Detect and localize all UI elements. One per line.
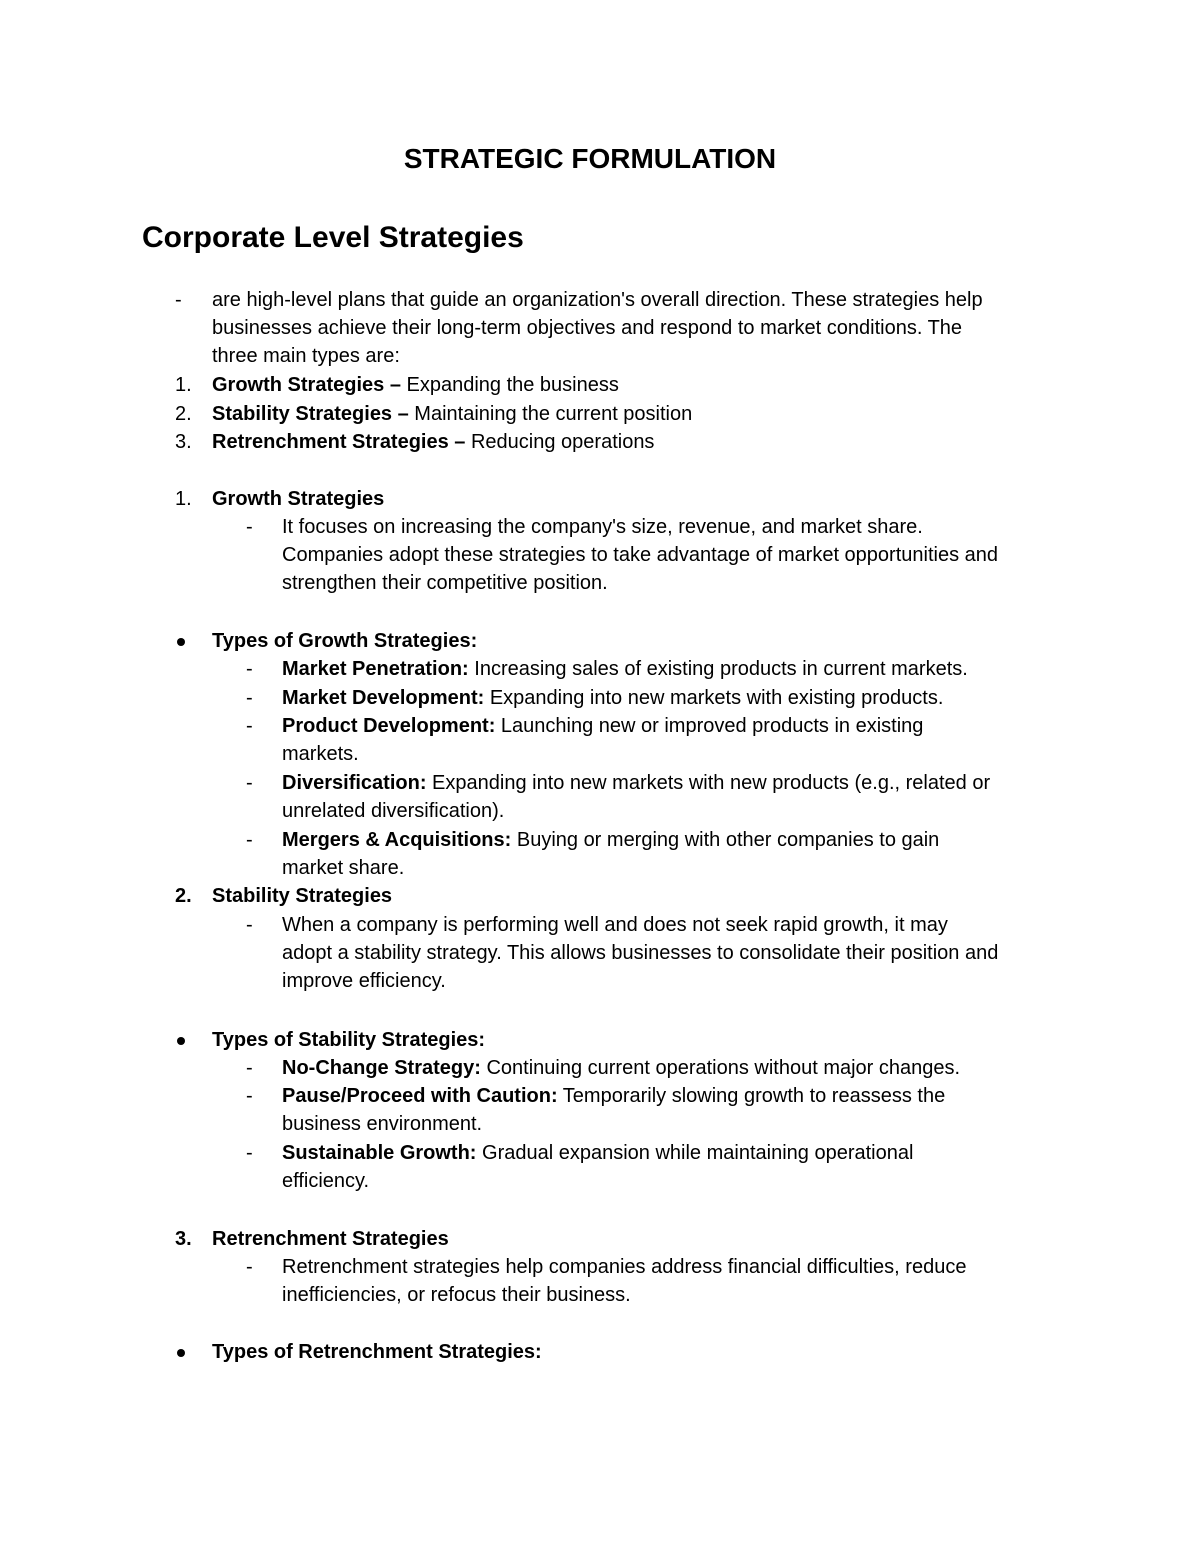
type-term: Market Development: (282, 687, 485, 709)
stability-desc-line: improve efficiency. (282, 970, 446, 992)
dash-marker: - (246, 1085, 253, 1107)
stability-desc-line: When a company is performing well and does not seek rapid growth, it may (282, 914, 948, 936)
bullet-icon (177, 638, 185, 646)
intro-line: three main types are: (212, 345, 400, 367)
type-term: Product Development: (282, 715, 496, 737)
growth-title: Growth Strategies (212, 488, 385, 510)
growth-desc-line: strengthen their competitive position. (282, 572, 608, 594)
retrenchment-desc-line: Retrenchment strategies help companies address financial difficulties, reduce (282, 1256, 967, 1278)
type-term: No-Change Strategy: (282, 1057, 481, 1079)
dash-marker: - (175, 289, 182, 311)
list-number: 3. (175, 431, 192, 453)
list-number: 1. (175, 374, 192, 396)
type-text: Launching new or improved products in existing (495, 715, 924, 737)
type-text-continued: market share. (282, 857, 405, 879)
list-item-term: Retrenchment Strategies – (212, 431, 466, 453)
list-number: 2. (175, 885, 192, 907)
list-number: 1. (175, 488, 192, 510)
list-item-term: Stability Strategies – (212, 403, 409, 425)
dash-marker: - (246, 914, 253, 936)
growth-type-item (282, 712, 923, 740)
type-term: Pause/Proceed with Caution: (282, 1085, 558, 1107)
dash-marker: - (246, 687, 253, 709)
list-number: 3. (175, 1228, 192, 1250)
list-item-text: Maintaining the current position (408, 403, 693, 425)
type-text: Buying or merging with other companies to gain (511, 829, 940, 851)
type-text: Gradual expansion while maintaining operational (476, 1142, 914, 1164)
growth-type-item (282, 826, 939, 854)
dash-marker: - (246, 1142, 253, 1164)
list-item-term: Growth Strategies – (212, 374, 401, 396)
stability-types-title: Types of Stability Strategies: (212, 1029, 486, 1051)
growth-type-item (282, 769, 990, 797)
list-item (212, 400, 692, 428)
dash-marker: - (246, 516, 253, 538)
dash-marker: - (246, 1057, 253, 1079)
list-item-text: Reducing operations (465, 431, 655, 453)
type-text: Expanding into new markets with new products (e.g., related or (426, 772, 991, 794)
growth-type-item (282, 655, 968, 683)
list-number: 2. (175, 403, 192, 425)
type-term: Market Penetration: (282, 658, 469, 680)
type-term: Diversification: (282, 772, 427, 794)
growth-desc-line: It focuses on increasing the company's size, revenue, and market share. (282, 516, 923, 538)
section-heading: Corporate Level Strategies (142, 221, 524, 254)
bullet-icon (177, 1037, 185, 1045)
stability-type-item (282, 1082, 945, 1110)
dash-marker: - (246, 658, 253, 680)
type-text-continued: markets. (282, 743, 359, 765)
list-item (212, 371, 619, 399)
intro-line: are high-level plans that guide an organization's overall direction. These strategies help (212, 289, 983, 311)
dash-marker: - (246, 715, 253, 737)
type-text-continued: unrelated diversification). (282, 800, 505, 822)
bullet-icon (177, 1349, 185, 1357)
type-text: Continuing current operations without major changes. (480, 1057, 961, 1079)
retrenchment-desc-line: inefficiencies, or refocus their business. (282, 1284, 631, 1306)
type-text: Increasing sales of existing products in current markets. (468, 658, 968, 680)
type-text: Temporarily slowing growth to reassess the (557, 1085, 946, 1107)
list-item-text: Expanding the business (400, 374, 619, 396)
dash-marker: - (246, 772, 253, 794)
document-title: STRATEGIC FORMULATION (403, 143, 777, 174)
stability-type-item (282, 1054, 960, 1082)
growth-types-title: Types of Growth Strategies: (212, 630, 478, 652)
intro-line: businesses achieve their long-term objectives and respond to market conditions. The (212, 317, 963, 339)
retrenchment-types-title: Types of Retrenchment Strategies: (212, 1341, 542, 1363)
stability-desc-line: adopt a stability strategy. This allows businesses to consolidate their position and (282, 942, 999, 964)
growth-desc-line: Companies adopt these strategies to take advantage of market opportunities and (282, 544, 999, 566)
stability-type-item (282, 1139, 913, 1167)
list-item (212, 428, 654, 456)
growth-type-item (282, 684, 943, 712)
type-term: Sustainable Growth: (282, 1142, 477, 1164)
type-term: Mergers & Acquisitions: (282, 829, 512, 851)
dash-marker: - (246, 829, 253, 851)
type-text-continued: business environment. (282, 1113, 483, 1135)
stability-title: Stability Strategies (212, 885, 393, 907)
type-text-continued: efficiency. (282, 1170, 370, 1192)
dash-marker: - (246, 1256, 253, 1278)
retrenchment-title: Retrenchment Strategies (212, 1228, 449, 1250)
type-text: Expanding into new markets with existing products. (484, 687, 944, 709)
